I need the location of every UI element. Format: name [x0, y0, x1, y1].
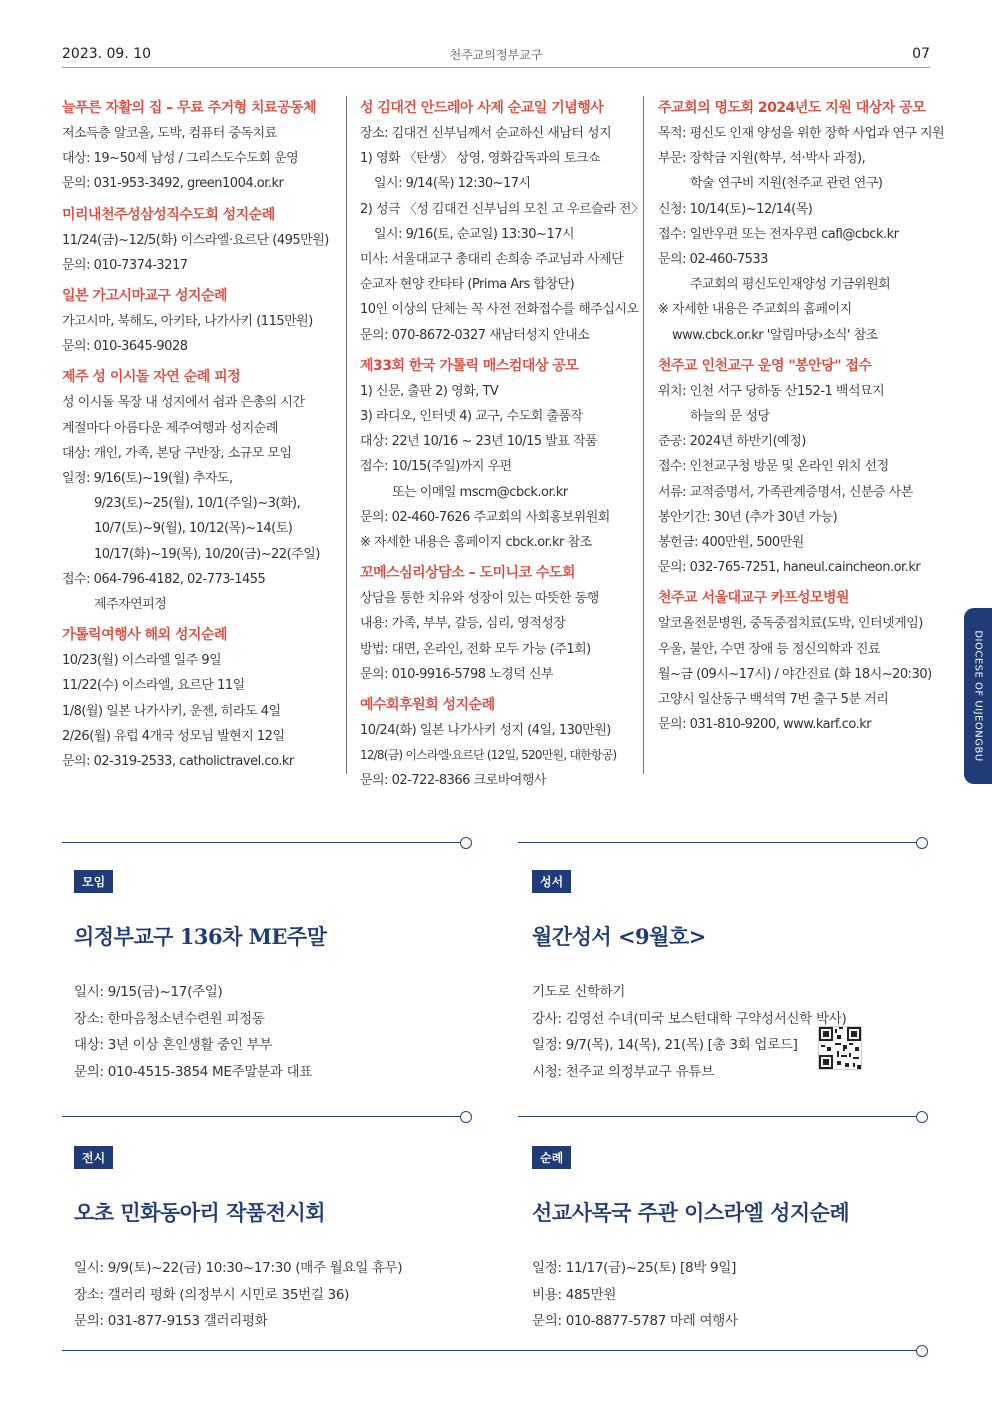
notice-line: 문의: 070-8672-0327 새남터성지 안내소 — [360, 327, 590, 343]
notice-section — [62, 96, 344, 197]
notice-line: 비용: 485만원 — [532, 1286, 617, 1303]
category-tag: 전시 — [74, 1146, 113, 1169]
notice-line: 주교회의 평신도인재양성 기금위원회 — [690, 277, 891, 293]
notice-line: 기도로 신학하기 — [532, 984, 626, 1000]
notice-line: www.cbck.or.kr '알림마당›소식' 참조 — [672, 327, 878, 343]
notice-column-1 — [62, 96, 344, 780]
notice-title: 월간성서 <9월호> — [532, 924, 706, 949]
notice-line: 일시: 9/16(토, 순교일) 13:30~17시 — [374, 226, 575, 242]
notice-line: 내용: 가족, 부부, 갈등, 심리, 영적성장 — [360, 616, 566, 632]
section-divider — [62, 837, 472, 849]
notice-line: 봉헌금: 400만원, 500만원 — [658, 535, 804, 551]
notice-line: 11/24(금)~12/5(화) 이스라엘·요르단 (495만원) — [62, 232, 329, 248]
notice-line: 시청: 천주교 의정부교구 유튜브 — [532, 1063, 714, 1080]
notice-title: 오초 민화동아리 작품전시회 — [74, 1200, 326, 1225]
notice-section — [658, 354, 938, 581]
notice-line: 강사: 김영선 수녀(미국 보스턴대학 구약성서신학 박사) — [532, 1010, 847, 1027]
notice-line: 2) 성극 〈성 김대건 신부님의 모친 고 우르슬라 전〉 — [360, 201, 644, 217]
notice-line: 1) 영화 〈탄생〉 상영, 영화감독과의 토크쇼 — [360, 151, 601, 167]
pilgrimage-notice — [532, 1146, 849, 1335]
notice-line: 저소득층 알코올, 도박, 컴퓨터 중독치료 — [62, 126, 277, 141]
notice-line: 대상: 개인, 가족, 본당 구반장, 소규모 모임 — [62, 445, 292, 461]
notice-heading: 제주 성 이시돌 자연 순례 피정 — [62, 369, 241, 386]
notice-line: 접수: 064-796-4182, 02-773-1455 — [62, 571, 266, 587]
notice-line: 접수: 10/15(주일)까지 우편 — [360, 459, 512, 475]
notice-heading: 성 김대건 안드레아 사제 순교일 기념행사 — [360, 100, 604, 116]
category-tag: 성서 — [532, 870, 571, 893]
notice-line: 일정: 11/17(금)~25(토) [8박 9일] — [532, 1260, 737, 1276]
notice-column-2 — [360, 96, 644, 800]
notice-line: 부문: 장학금 지원(학부, 석·박사 과정), — [658, 151, 866, 167]
notice-heading: 천주교 인천교구 운영 "봉안당" 접수 — [658, 357, 872, 374]
notice-line: 문의: 010-4515-3854 ME주말분과 대표 — [74, 1063, 313, 1080]
notice-section — [62, 365, 344, 617]
qr-code[interactable] — [818, 1026, 862, 1070]
notice-line: 10/7(토)~9(월), 10/12(목)~14(토) — [94, 521, 293, 537]
notice-body — [532, 1255, 849, 1335]
notice-line: 장소: 김대건 신부님께서 순교하신 새남터 성지 — [360, 126, 612, 141]
notice-heading: 주교회의 명도회 2024년도 지원 대상자 공모 — [658, 100, 926, 116]
notice-line: 문의: 02-460-7533 — [658, 252, 768, 268]
page-header — [62, 44, 930, 68]
notice-line: 신청: 10/14(토)~12/14(목) — [658, 201, 813, 217]
notice-line: 또는 이메일 mscm@cbck.or.kr — [392, 484, 568, 500]
notice-line: 우울, 불안, 수면 장애 등 정신의학과 진료 — [658, 641, 880, 657]
notice-line: 하늘의 문 성당 — [690, 409, 770, 425]
notice-line: 문의: 02-319-2533, catholictravel.co.kr — [62, 754, 294, 770]
notice-line: 계절마다 아름다운 제주여행과 성지순례 — [62, 420, 278, 436]
notice-line: 일정: 9/16(토)~19(월) 추자도, — [62, 471, 233, 487]
notice-line: 문의: 02-460-7626 주교회의 사회홍보위원회 — [360, 509, 610, 525]
notice-line: 10/24(화) 일본 나가사키 성지 (4일, 130만원) — [360, 723, 611, 739]
notice-section — [360, 96, 644, 348]
notice-line: 일정: 9/7(목), 14(목), 21(목) [총 3회 업로드] — [532, 1037, 798, 1053]
notice-line: 문의: 010-7374-3217 — [62, 257, 188, 273]
notice-line: 장소: 한마음청소년수련원 피정동 — [74, 1010, 265, 1027]
notice-body — [74, 1255, 402, 1335]
notice-title: 의정부교구 136차 ME주말 — [74, 924, 327, 949]
notice-line: 고양시 일산동구 백석역 7번 출구 5분 거리 — [658, 692, 889, 708]
notice-section — [62, 623, 344, 774]
notice-line: 문의: 010-8877-5787 마레 여행사 — [532, 1313, 738, 1329]
section-divider — [518, 837, 928, 849]
notice-line: 알코올전문병원, 중독중점치료(도박, 인터넷게임) — [658, 616, 923, 632]
notice-line: 봉안기간: 30년 (추가 30년 가능) — [658, 509, 838, 525]
notice-line: 문의: 031-953-3492, green1004.or.kr — [62, 176, 284, 192]
notice-heading: 천주교 서울대교구 카프성모병원 — [658, 590, 850, 607]
notice-line: 11/22(수) 이스라엘, 요르단 11일 — [62, 678, 245, 694]
notice-line: 순교자 현양 칸타타 (Prima Ars 합창단) — [360, 277, 575, 293]
notice-line: 위치: 인천 서구 당하동 산152-1 백석묘지 — [658, 383, 885, 399]
notice-line: 방법: 대면, 온라인, 전화 모두 가능 (주1회) — [360, 641, 591, 657]
notice-line: 대상: 3년 이상 혼인생활 중인 부부 — [74, 1037, 273, 1053]
notice-line: 장소: 갤러리 평화 (의정부시 시민로 35번길 36) — [74, 1286, 350, 1303]
notice-line: 문의: 032-765-7251, haneul.caincheon.or.kr — [658, 560, 921, 576]
notice-heading: 예수회후원회 성지순례 — [360, 697, 495, 714]
bible-notice — [532, 870, 846, 1085]
column-divider — [643, 96, 644, 774]
notice-line: 10/23(월) 이스라엘 일주 9일 — [62, 653, 222, 669]
notice-line: 1) 신문, 출판 2) 영화, TV — [360, 383, 499, 399]
notice-line: 접수: 일반우편 또는 전자우편 cafl@cbck.kr — [658, 226, 899, 242]
issue-date: 2023. 09. 10 — [62, 46, 152, 62]
notice-line: 준공: 2024년 하반기(예정) — [658, 434, 806, 450]
notice-body — [532, 979, 846, 1085]
qr-code-icon — [819, 1027, 861, 1069]
notice-line: 성 이시돌 목장 내 성지에서 쉼과 은총의 시간 — [62, 395, 305, 411]
side-tab-label: DIOCESE OF UIJEONGBU — [972, 630, 984, 762]
notice-line: 상담을 통한 치유와 성장이 있는 따뜻한 동행 — [360, 591, 599, 607]
publication-name: 천주교의정부교구 — [449, 48, 543, 62]
notice-line: 목적: 평신도 인재 양성을 위한 장학 사업과 연구 지원 — [658, 126, 945, 141]
notice-line: ※ 자세한 내용은 홈페이지 cbck.or.kr 참조 — [360, 535, 592, 551]
notice-line: 2/26(월) 유럽 4개국 성모님 발현지 12일 — [62, 728, 285, 744]
notice-line: 문의: 010-3645-9028 — [62, 339, 188, 355]
notice-line: 대상: 19~50세 남성 / 그리스도수도회 운영 — [62, 151, 299, 167]
notice-section — [360, 693, 640, 794]
notice-heading: 일본 가고시마교구 성지순례 — [62, 288, 228, 305]
notice-line: 미사: 서울대교구 총대리 손희송 주교님과 사제단 — [360, 252, 624, 268]
category-tag: 순례 — [532, 1146, 571, 1169]
notice-line: 9/23(토)~25(월), 10/1(주일)~3(화), — [94, 496, 301, 512]
notice-line: 학술 연구비 지원(천주교 관련 연구) — [690, 176, 883, 192]
notice-line: 일시: 9/14(목) 12:30~17시 — [374, 176, 531, 192]
notice-body — [74, 979, 327, 1085]
notice-line: ※ 자세한 내용은 주교회의 홈페이지 — [658, 302, 852, 318]
notice-section — [62, 203, 344, 278]
notice-line: 1/8(월) 일본 나가사키, 운젠, 히라도 4일 — [62, 703, 281, 719]
notice-section — [658, 96, 945, 348]
section-divider — [62, 1345, 928, 1357]
notice-line: 문의: 031-877-9153 갤러리평화 — [74, 1313, 268, 1329]
section-divider — [518, 1111, 928, 1123]
notice-heading: 가톨릭여행사 해외 성지순례 — [62, 627, 228, 644]
notice-line: 10인 이상의 단체는 꼭 사전 전화접수를 해주십시오 — [360, 302, 639, 318]
page-number: 07 — [912, 46, 930, 62]
section-divider — [62, 1111, 472, 1123]
notice-title: 선교사목국 주관 이스라엘 성지순례 — [532, 1200, 850, 1225]
notice-heading: 늘푸른 자활의 집 – 무료 주거형 치료공동체 — [62, 100, 317, 116]
notice-line: 문의: 031-810-9200, www.karf.co.kr — [658, 717, 872, 733]
meeting-notice — [74, 870, 327, 1085]
notice-line: 일시: 9/15(금)~17(주일) — [74, 984, 223, 1000]
notice-line: 3) 라디오, 인터넷 4) 교구, 수도회 출품작 — [360, 409, 583, 425]
notice-heading: 미리내천주성삼성직수도회 성지순례 — [62, 206, 275, 223]
notice-line: 서류: 교적증명서, 가족관계증명서, 신분증 사본 — [658, 484, 913, 500]
notice-heading: 꼬메스심리상담소 – 도미니코 수도회 — [360, 565, 575, 582]
notice-line: 제주자연피정 — [94, 597, 167, 613]
notice-column-3 — [658, 96, 945, 743]
notice-section — [360, 561, 640, 687]
notice-line: 문의: 02-722-8366 크로바여행사 — [360, 773, 546, 789]
notice-line: 월~금 (09시~17시) / 야간진료 (화 18시~20:30) — [658, 666, 932, 682]
notice-line: 가고시마, 북해도, 아키타, 나가사키 (115만원) — [62, 314, 313, 330]
notice-section — [360, 354, 640, 555]
notice-line: 일시: 9/9(토)~22(금) 10:30~17:30 (매주 월요일 휴무) — [74, 1260, 403, 1276]
column-divider — [346, 96, 347, 774]
diocese-side-tab — [964, 608, 992, 784]
notice-line: 10/17(화)~19(목), 10/20(금)~22(주일) — [94, 546, 320, 562]
category-tag: 모임 — [74, 870, 113, 893]
notice-line: 대상: 22년 10/16 ~ 23년 10/15 발표 작품 — [360, 434, 598, 450]
notice-line: 접수: 인천교구청 방문 및 온라인 위치 선정 — [658, 459, 889, 475]
notice-section — [62, 284, 344, 359]
notice-heading: 제33회 한국 가톨릭 매스컴대상 공모 — [360, 357, 579, 374]
notice-line: 문의: 010-9916-5798 노경덕 신부 — [360, 666, 554, 682]
notice-line: 12/8(금) 이스라엘·요르단 (12일, 520만원, 대한항공) — [360, 748, 617, 763]
exhibition-notice — [74, 1146, 402, 1335]
notice-section — [658, 586, 938, 737]
